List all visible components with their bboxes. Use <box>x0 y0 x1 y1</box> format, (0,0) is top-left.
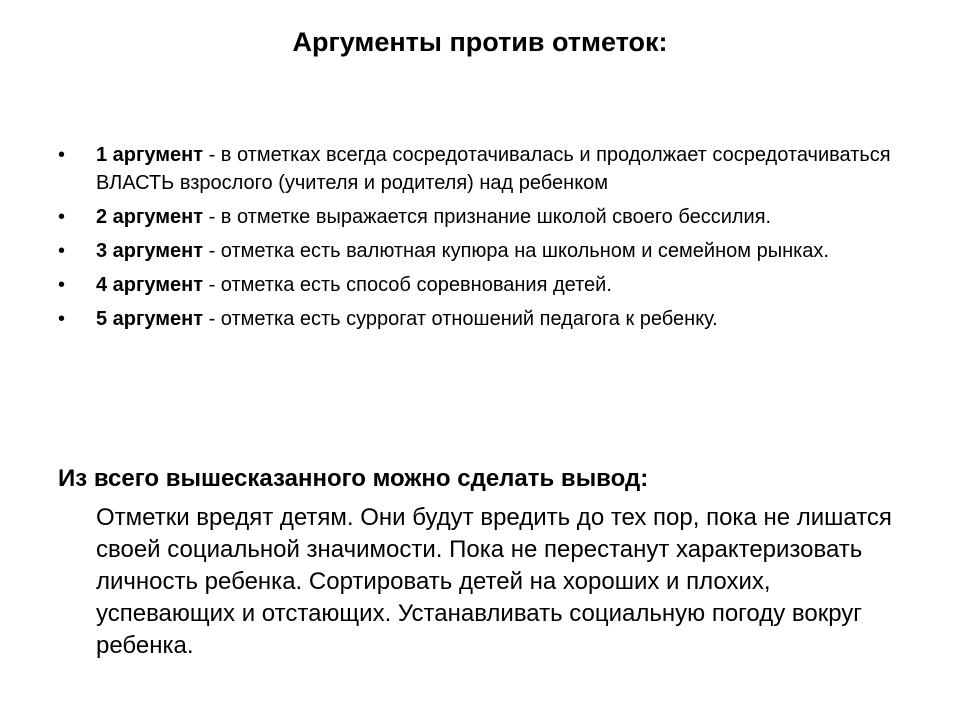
argument-text: - в отметках всегда сосредотачивалась и продолжает сосредотачиваться ВЛАСТЬ взрослого (учителя и родителя) над ребенком <box>96 144 891 194</box>
bullet-icon: • <box>58 274 66 296</box>
conclusion-text: Отметки вредят детям. Они будут вредить до тех пор, пока не лишатся своей социальной значимости. Пока не перестанут характеризовать личность ребенка. Сортировать детей на хороших и плохих, успевающих и отстающих. Устанавливать социальную погоду вокруг ребенка. <box>96 504 892 659</box>
argument-item-2 <box>58 203 903 231</box>
argument-list <box>58 141 903 339</box>
argument-lead: 3 аргумент <box>96 240 204 262</box>
argument-text: - отметка есть способ соревнования детей. <box>203 274 612 296</box>
argument-item-1 <box>58 141 903 197</box>
argument-lead: 1 аргумент <box>96 144 204 166</box>
argument-text: - отметка есть валютная купюра на школьном и семейном рынках. <box>203 240 829 262</box>
bullet-icon: • <box>58 206 66 228</box>
argument-lead: 5 аргумент <box>96 308 204 330</box>
bullet-icon: • <box>58 144 66 166</box>
argument-item-3 <box>58 237 903 265</box>
argument-lead: 4 аргумент <box>96 274 204 296</box>
conclusion-heading: Из всего вышесказанного можно сделать вывод: <box>58 465 649 492</box>
bullet-icon: • <box>58 240 66 262</box>
slide-title: Аргументы против отметок: <box>292 27 668 57</box>
bullet-icon: • <box>58 308 66 330</box>
argument-item-4 <box>58 271 903 299</box>
argument-lead: 2 аргумент <box>96 206 204 228</box>
argument-text: - отметка есть суррогат отношений педагога к ребенку. <box>203 308 718 330</box>
argument-text: - в отметке выражается признание школой своего бессилия. <box>203 206 772 228</box>
argument-item-5 <box>58 305 903 333</box>
